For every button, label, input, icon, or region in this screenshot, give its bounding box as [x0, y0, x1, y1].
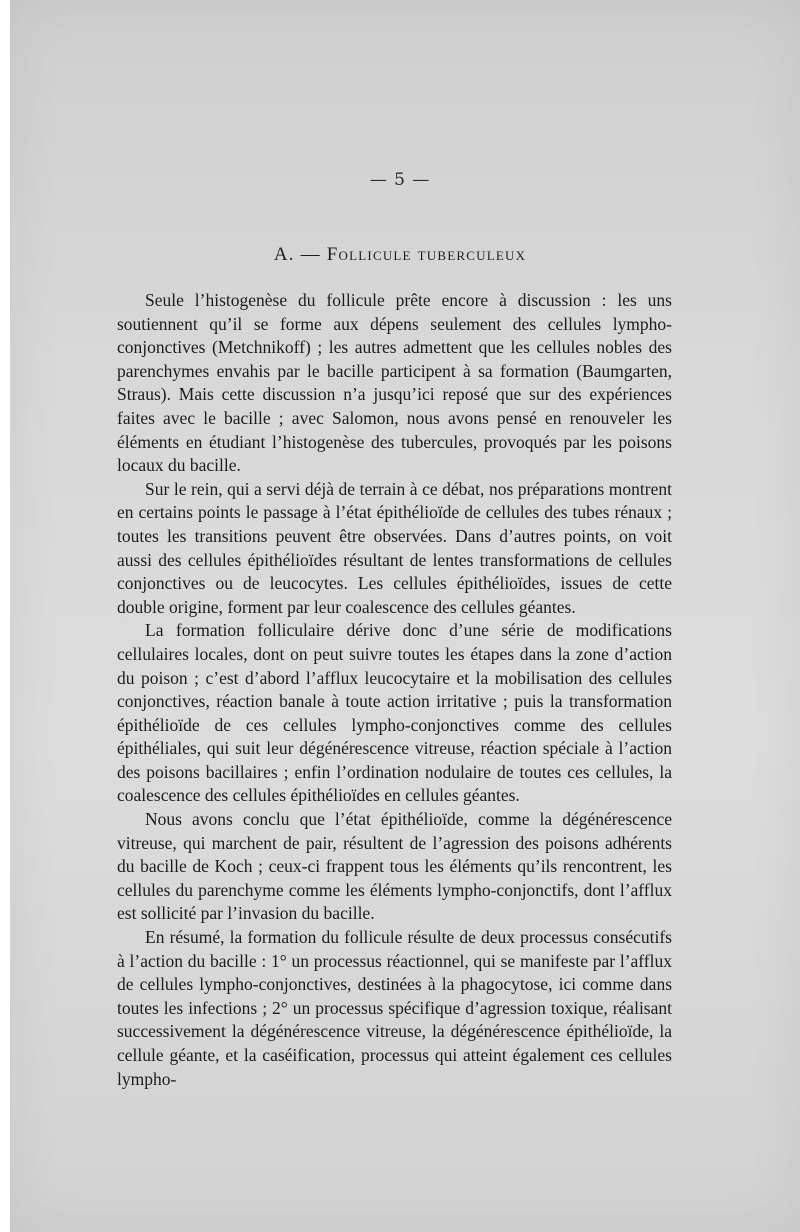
paragraph: Seule l’histogenèse du follicule prête encore à discussion : les uns soutiennent qu’il se forme aux dépens seulement des cellules lympho-conjonctives (Metchnikoff) ; les autres admettent que les cellules nobles des parenchymes envahis par le bacille participent à sa formation (Baumgarten, Straus). Mais cette discussion n’a jusqu’ici reposé que sur des expériences faites avec le bacille ; avec Salomon, nous avons pensé en renouveler les éléments en étudiant l’histogenèse des tubercules, provoqués par les poisons locaux du bacille.: [117, 290, 672, 476]
paragraph: La formation folliculaire dérive donc d’une série de modifications cellulaires locales, dont on peut suivre toutes les étapes dans la zone d’action du poison ; c’est d’abord l’afflux leucocytaire et la mobilisation des cellules conjonctives, réaction banale à toute action irritative ; puis la transformation épithélioïde de ces cellules lympho-conjonctives comme des cellules épithéliales, qui suit leur dégénérescence vitreuse, réaction spéciale à l’action des poisons bacillaires ; enfin l’ordination nodulaire de toutes ces cellules, la coalescence des cellules épithélioïdes en cellules géantes.: [117, 620, 672, 806]
paragraph: Nous avons conclu que l’état épithélioïde, comme la dégénérescence vitreuse, qui marchent de pair, résultent de l’agression des poisons adhérents du bacille de Koch ; ceux-ci frappent tous les éléments qu’ils rencontrent, les cellules du parenchyme comme les éléments lympho-conjonctifs, dont l’afflux est sollicité par l’invasion du bacille.: [117, 809, 672, 924]
paragraph: En résumé, la formation du follicule résulte de deux processus consécutifs à l’action du bacille : 1° un processus réactionnel, qui se manifeste par l’afflux de cellules lympho-conjonctives, destinées à la phagocytose, ici comme dans toutes les infections ; 2° un processus spécifique d’agression toxique, réalisant successivement la dégénérescence vitreuse, la dégénérescence épithélioïde, la cellule géante, et la caséification, processus qui atteint également ces cellules lympho-: [117, 927, 672, 1089]
paragraph: Sur le rein, qui a servi déjà de terrain à ce débat, nos préparations montrent en certains points le passage à l’état épithélioïde de cellules des tubes rénaux ; toutes les transitions peuvent être observées. Dans d’autres points, on voit aussi des cellules épithélioïdes résultant de lentes transformations de cellules conjonctives ou de leucocytes. Les cellules épithélioïdes, issues de cette double origine, forment par leur coalescence des cellules géantes.: [117, 478, 672, 617]
body-text: [117, 289, 672, 1091]
page-number: — 5 —: [369, 170, 431, 190]
section-heading: A. — Follicule tuberculeux: [273, 244, 527, 265]
